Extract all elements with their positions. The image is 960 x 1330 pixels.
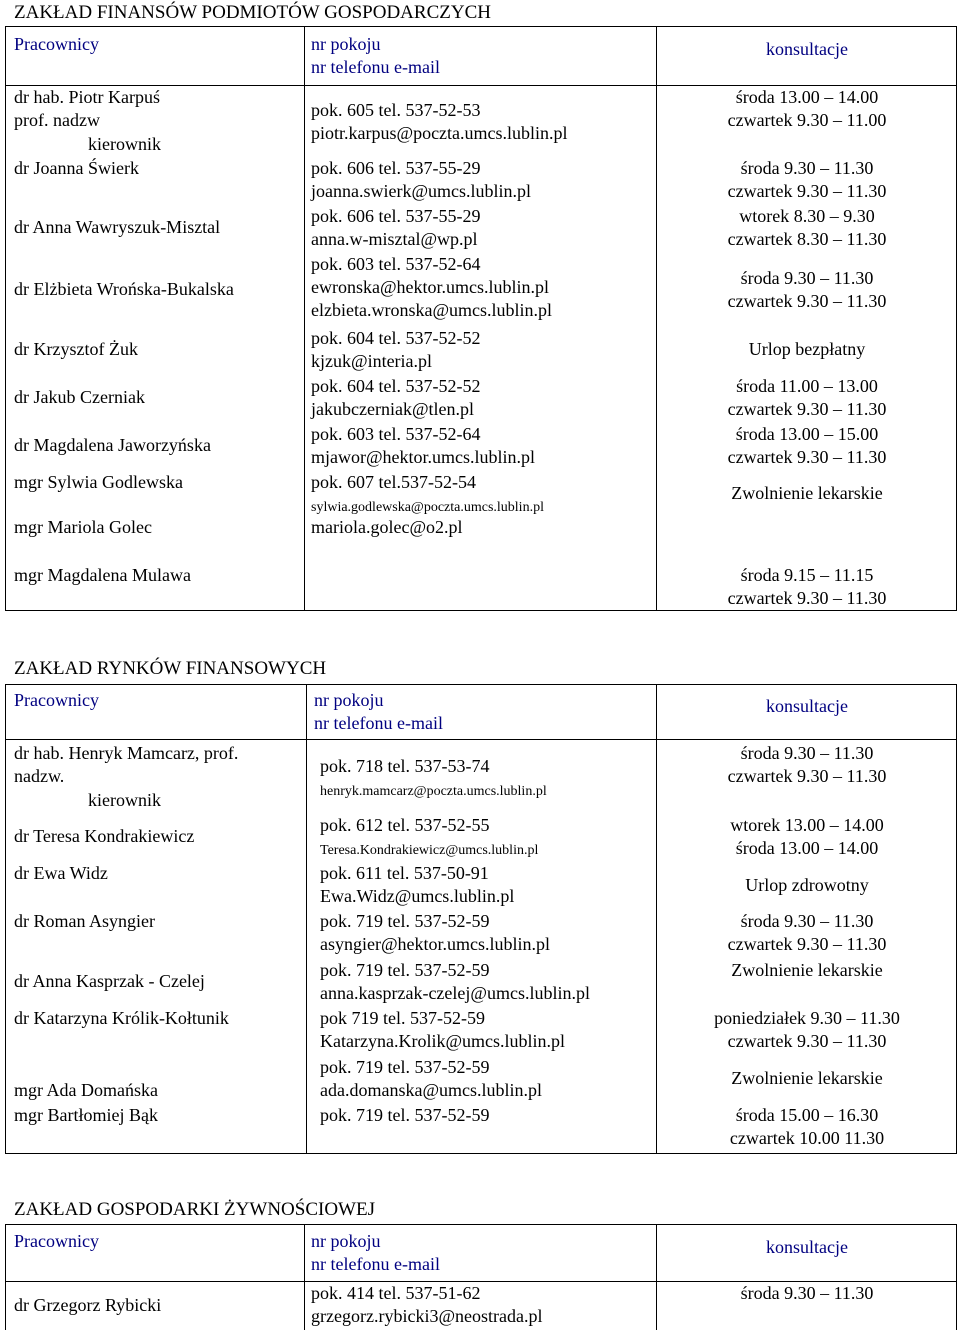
- staff-name: mgr Sylwia Godlewska: [14, 472, 183, 492]
- consultation-hours: wtorek 13.00 – 14.00: [730, 815, 884, 835]
- consultation-status: Zwolnienie lekarskie: [731, 1068, 883, 1088]
- email[interactable]: asyngier@hektor.umcs.lublin.pl: [320, 934, 551, 954]
- room-phone: pok. 719 tel. 537-52-59: [320, 1105, 490, 1125]
- consultation-hours: środa 9.30 – 11.30: [740, 268, 874, 288]
- consultation-status: Urlop zdrowotny: [745, 875, 869, 895]
- consultation-hours: poniedziałek 9.30 – 11.30: [714, 1008, 900, 1028]
- email[interactable]: joanna.swierk@umcs.lublin.pl: [311, 181, 532, 201]
- consultation-hours: środa 9.15 – 11.15: [740, 565, 874, 585]
- staff-table: [5, 1224, 957, 1330]
- staff-name: dr Krzysztof Żuk: [14, 339, 138, 359]
- staff-name: mgr Mariola Golec: [14, 517, 152, 537]
- email[interactable]: [320, 837, 538, 862]
- column-header-phone-email: nr telefonu e-mail: [311, 57, 440, 77]
- email[interactable]: Ewa.Widz@umcs.lublin.pl: [320, 886, 515, 906]
- column-header-staff: Pracownicy: [14, 1231, 99, 1251]
- staff-name: dr Magdalena Jaworzyńska: [14, 435, 211, 455]
- room-phone: pok. 603 tel. 537-52-64: [311, 424, 481, 444]
- consultation-hours: środa 9.30 – 11.30: [740, 158, 874, 178]
- consultation-hours: czwartek 9.30 – 11.30: [727, 766, 887, 786]
- room-phone: pok. 605 tel. 537-52-53: [311, 100, 481, 120]
- room-phone: pok. 607 tel.537-52-54: [311, 472, 476, 492]
- staff-name: dr hab. Piotr Karpuś: [14, 87, 160, 107]
- consultation-hours: czwartek 9.30 – 11.30: [727, 934, 887, 954]
- staff-title: nadzw.: [14, 766, 65, 786]
- staff-name: dr Teresa Kondrakiewicz: [14, 826, 195, 846]
- staff-title: prof. nadzw: [14, 110, 100, 130]
- staff-name: dr Elżbieta Wrońska-Bukalska: [14, 279, 234, 299]
- consultation-status: Urlop bezpłatny: [748, 339, 866, 359]
- email[interactable]: ada.domanska@umcs.lublin.pl: [320, 1080, 543, 1100]
- consultation-hours: środa 13.00 – 15.00: [735, 424, 879, 444]
- column-header-staff: Pracownicy: [14, 34, 99, 54]
- staff-name: mgr Ada Domańska: [14, 1080, 158, 1100]
- consultation-hours: czwartek 9.30 – 11.30: [727, 588, 887, 608]
- consultation-hours: czwartek 9.30 – 11.30: [727, 1031, 887, 1051]
- staff-name: dr Joanna Świerk: [14, 158, 139, 178]
- consultation-hours: czwartek 10.00 11.30: [729, 1128, 885, 1148]
- email[interactable]: mjawor@hektor.umcs.lublin.pl: [311, 447, 536, 467]
- consultation-status: Zwolnienie lekarskie: [731, 960, 883, 980]
- room-phone: pok. 718 tel. 537-53-74: [320, 756, 490, 776]
- consultation-hours: środa 9.30 – 11.30: [740, 1283, 874, 1303]
- staff-name: dr Anna Kasprzak - Czelej: [14, 971, 205, 991]
- email[interactable]: [320, 778, 547, 803]
- room-phone: pok. 604 tel. 537-52-52: [311, 328, 481, 348]
- consultation-hours: czwartek 9.30 – 11.00: [727, 110, 887, 130]
- consultation-hours: środa 9.30 – 11.30: [740, 911, 874, 931]
- section-title: ZAKŁAD FINANSÓW PODMIOTÓW GOSPODARCZYCH: [14, 2, 491, 23]
- staff-name: dr Grzegorz Rybicki: [14, 1295, 162, 1315]
- consultation-hours: czwartek 9.30 – 11.30: [727, 399, 887, 419]
- email[interactable]: kjzuk@interia.pl: [311, 351, 433, 371]
- staff-name: dr Roman Asyngier: [14, 911, 155, 931]
- room-phone: pok. 611 tel. 537-50-91: [320, 863, 489, 883]
- consultation-hours: czwartek 9.30 – 11.30: [727, 181, 887, 201]
- column-header-phone-email: nr telefonu e-mail: [311, 1254, 440, 1274]
- staff-role: kierownik: [88, 790, 161, 810]
- column-header-room: nr pokoju: [311, 1231, 381, 1251]
- room-phone: pok. 606 tel. 537-55-29: [311, 158, 481, 178]
- room-phone: pok. 603 tel. 537-52-64: [311, 254, 481, 274]
- consultation-hours: wtorek 8.30 – 9.30: [739, 206, 875, 226]
- section-title: ZAKŁAD RYNKÓW FINANSOWYCH: [14, 658, 327, 679]
- room-phone: pok. 604 tel. 537-52-52: [311, 376, 481, 396]
- staff-role: kierownik: [88, 134, 161, 154]
- room-phone: pok. 719 tel. 537-52-59: [320, 1057, 490, 1077]
- staff-name: mgr Bartłomiej Bąk: [14, 1105, 158, 1125]
- email[interactable]: mariola.golec@o2.pl: [311, 517, 463, 537]
- staff-name: dr Anna Wawryszuk-Misztal: [14, 217, 221, 237]
- email-text[interactable]: sylwia.godlewska@poczta.umcs.lublin.pl: [311, 500, 544, 515]
- email[interactable]: piotr.karpus@poczta.umcs.lublin.pl: [311, 123, 568, 143]
- staff-name: dr Jakub Czerniak: [14, 387, 145, 407]
- column-header-consultations: konsultacje: [766, 39, 848, 59]
- column-header-consultations: konsultacje: [766, 1237, 848, 1257]
- room-phone: pok. 719 tel. 537-52-59: [320, 960, 490, 980]
- room-phone: pok. 612 tel. 537-52-55: [320, 815, 490, 835]
- email[interactable]: elzbieta.wronska@umcs.lublin.pl: [311, 300, 553, 320]
- email[interactable]: jakubczerniak@tlen.pl: [311, 399, 475, 419]
- column-header-room: nr pokoju: [314, 690, 384, 710]
- consultation-hours: czwartek 8.30 – 11.30: [727, 229, 887, 249]
- column-header-consultations: konsultacje: [766, 696, 848, 716]
- column-header-phone-email: nr telefonu e-mail: [314, 713, 443, 733]
- column-header-room: nr pokoju: [311, 34, 381, 54]
- consultation-hours: środa 13.00 – 14.00: [735, 87, 879, 107]
- consultation-hours: czwartek 9.30 – 11.30: [727, 291, 887, 311]
- staff-table: [5, 26, 957, 611]
- staff-name: mgr Magdalena Mulawa: [14, 565, 191, 585]
- consultation-hours: środa 15.00 – 16.30: [735, 1105, 879, 1125]
- column-header-staff: Pracownicy: [14, 690, 99, 710]
- staff-name: dr hab. Henryk Mamcarz, prof.: [14, 743, 239, 763]
- room-phone: pok 719 tel. 537-52-59: [320, 1008, 485, 1028]
- room-phone: pok. 414 tel. 537-51-62: [311, 1283, 481, 1303]
- consultation-hours: środa 11.00 – 13.00: [736, 376, 878, 396]
- email[interactable]: ewronska@hektor.umcs.lublin.pl: [311, 277, 550, 297]
- staff-name: dr Katarzyna Królik-Kołtunik: [14, 1008, 229, 1028]
- email[interactable]: anna.w-misztal@wp.pl: [311, 229, 478, 249]
- room-phone: pok. 719 tel. 537-52-59: [320, 911, 490, 931]
- consultation-status: Zwolnienie lekarskie: [731, 483, 883, 503]
- email[interactable]: Katarzyna.Krolik@umcs.lublin.pl: [320, 1031, 566, 1051]
- section-title: ZAKŁAD GOSPODARKI ŻYWNOŚCIOWEJ: [14, 1199, 375, 1220]
- staff-name: dr Ewa Widz: [14, 863, 108, 883]
- room-phone: pok. 606 tel. 537-55-29: [311, 206, 481, 226]
- email-text[interactable]: Teresa.Kondrakiewicz@umcs.lublin.pl: [320, 843, 539, 858]
- email-text[interactable]: henryk.mamcarz@poczta.umcs.lublin.pl: [320, 784, 547, 799]
- consultation-hours: czwartek 9.30 – 11.30: [727, 447, 887, 467]
- email[interactable]: anna.kasprzak-czelej@umcs.lublin.pl: [320, 983, 590, 1003]
- consultation-hours: środa 13.00 – 14.00: [735, 838, 879, 858]
- staff-table: [5, 684, 957, 1154]
- consultation-hours: środa 9.30 – 11.30: [740, 743, 874, 763]
- email[interactable]: grzegorz.rybicki3@neostrada.pl: [311, 1306, 543, 1326]
